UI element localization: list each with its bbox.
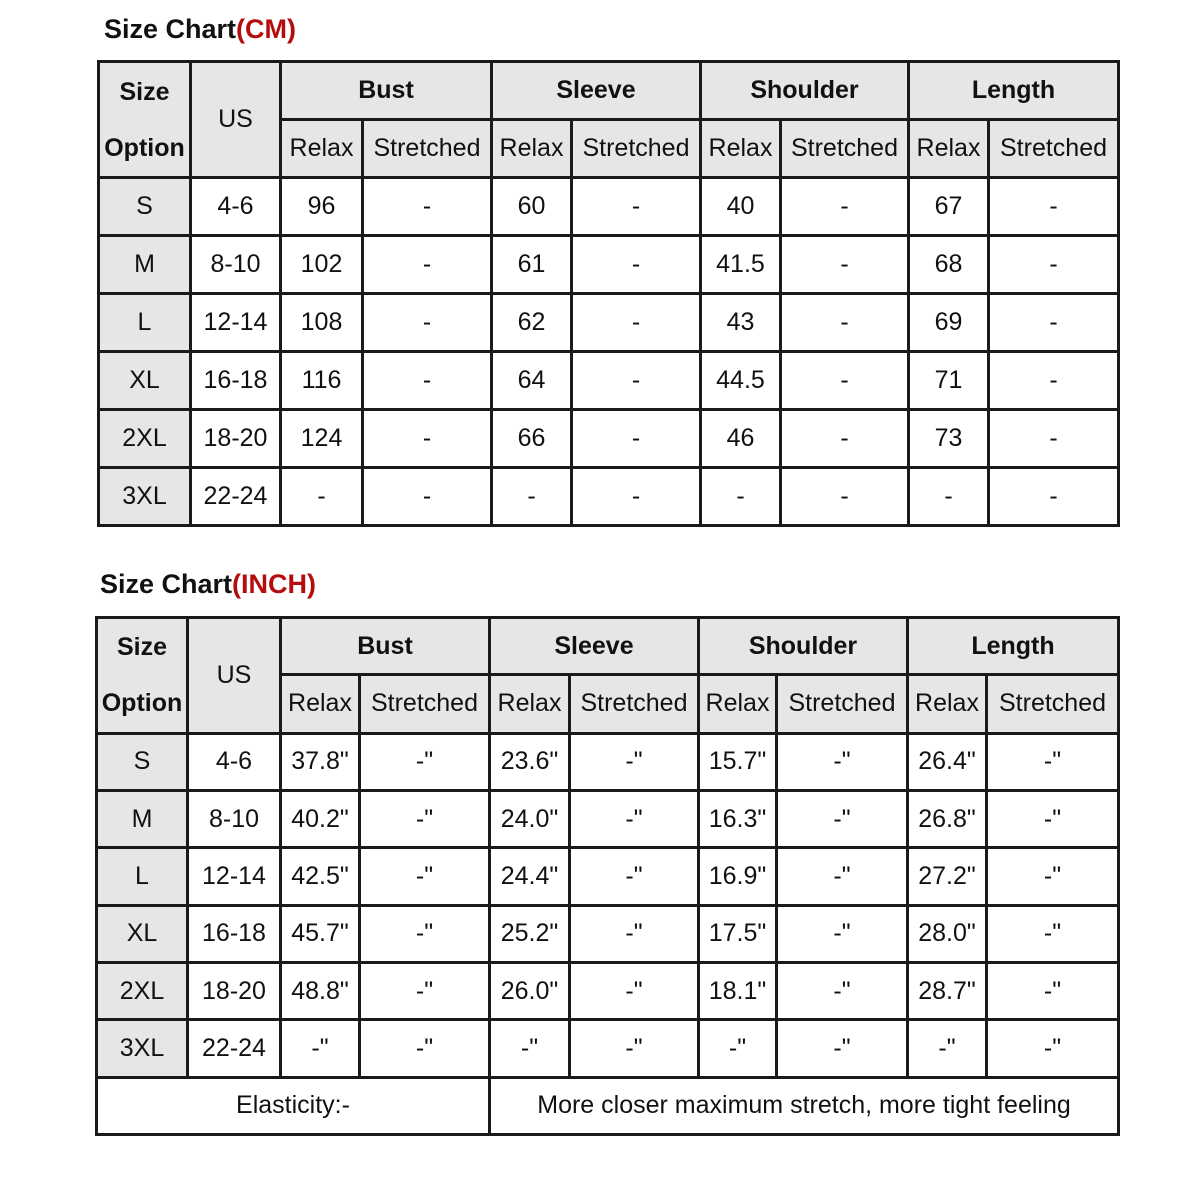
shoulder-stretched-cell: -" — [777, 848, 908, 905]
table-row — [97, 790, 1119, 847]
table-row — [97, 962, 1119, 1019]
bust-stretched-cell: - — [363, 352, 492, 410]
bust-relax-cell: 96 — [281, 178, 363, 236]
sleeve-relax-cell: 24.4" — [490, 848, 570, 905]
shoulder-relax-cell: 43 — [701, 294, 781, 352]
sleeve-relax-cell: 24.0" — [490, 790, 570, 847]
size-cell: L — [97, 848, 188, 905]
shoulder-stretched-cell: - — [781, 178, 909, 236]
sub-header-relax: Relax — [701, 120, 781, 178]
cm-title-unit: (CM) — [236, 14, 297, 44]
sub-header-stretched: Stretched — [781, 120, 909, 178]
shoulder-relax-cell: 18.1" — [699, 962, 777, 1019]
length-stretched-cell: - — [989, 294, 1119, 352]
sleeve-relax-cell: -" — [490, 1020, 570, 1077]
size-cell: 3XL — [99, 468, 191, 526]
length-stretched-cell: - — [989, 468, 1119, 526]
length-relax-cell: 73 — [909, 410, 989, 468]
size-cell: M — [97, 790, 188, 847]
cm-title-prefix: Size Chart — [104, 14, 237, 44]
length-relax-cell: 28.0" — [908, 905, 987, 962]
elasticity-label: Elasticity:- — [97, 1077, 490, 1134]
shoulder-stretched-cell: -" — [777, 962, 908, 1019]
sub-header-stretched: Stretched — [777, 675, 908, 733]
length-stretched-cell: -" — [987, 1020, 1119, 1077]
shoulder-relax-cell: 16.9" — [699, 848, 777, 905]
length-relax-cell: -" — [908, 1020, 987, 1077]
size-option-line2: Option — [101, 689, 183, 718]
bust-stretched-cell: - — [363, 294, 492, 352]
shoulder-relax-cell: - — [701, 468, 781, 526]
table-row — [97, 1020, 1119, 1077]
length-stretched-cell: -" — [987, 848, 1119, 905]
bust-stretched-cell: - — [363, 178, 492, 236]
sleeve-relax-cell: 66 — [492, 410, 572, 468]
length-header: Length — [909, 62, 1119, 120]
bust-stretched-cell: -" — [360, 905, 490, 962]
sleeve-header: Sleeve — [490, 618, 699, 675]
sub-header-stretched: Stretched — [989, 120, 1119, 178]
sleeve-stretched-cell: -" — [570, 790, 699, 847]
bust-relax-cell: 45.7" — [281, 905, 360, 962]
us-cell: 18-20 — [191, 410, 281, 468]
length-stretched-cell: - — [989, 352, 1119, 410]
size-cell: L — [99, 294, 191, 352]
table-row — [99, 178, 1119, 236]
shoulder-stretched-cell: - — [781, 236, 909, 294]
length-stretched-cell: -" — [987, 790, 1119, 847]
bust-stretched-cell: -" — [360, 1020, 490, 1077]
us-cell: 8-10 — [191, 236, 281, 294]
size-cell: 2XL — [97, 962, 188, 1019]
us-cell: 16-18 — [188, 905, 281, 962]
size-cell: S — [97, 733, 188, 790]
sleeve-relax-cell: 60 — [492, 178, 572, 236]
sub-header-relax: Relax — [908, 675, 987, 733]
size-cell: M — [99, 236, 191, 294]
us-cell: 12-14 — [188, 848, 281, 905]
table-row — [99, 294, 1119, 352]
size-cell: 2XL — [99, 410, 191, 468]
sleeve-stretched-cell: -" — [570, 733, 699, 790]
sub-header-stretched: Stretched — [570, 675, 699, 733]
length-stretched-cell: - — [989, 178, 1119, 236]
length-header: Length — [908, 618, 1119, 675]
shoulder-relax-cell: -" — [699, 1020, 777, 1077]
size-cell: S — [99, 178, 191, 236]
table-row — [99, 410, 1119, 468]
length-relax-cell: 68 — [909, 236, 989, 294]
sleeve-header: Sleeve — [492, 62, 701, 120]
inch-chart-title — [100, 569, 316, 600]
shoulder-relax-cell: 46 — [701, 410, 781, 468]
us-cell: 16-18 — [191, 352, 281, 410]
size-option-header — [97, 618, 188, 734]
table-row — [99, 352, 1119, 410]
us-cell: 18-20 — [188, 962, 281, 1019]
inch-size-table — [95, 616, 1120, 1136]
bust-relax-cell: 37.8" — [281, 733, 360, 790]
cm-size-table — [97, 60, 1120, 527]
shoulder-stretched-cell: - — [781, 410, 909, 468]
sleeve-stretched-cell: -" — [570, 848, 699, 905]
sleeve-relax-cell: 61 — [492, 236, 572, 294]
bust-relax-cell: 40.2" — [281, 790, 360, 847]
elasticity-row — [97, 1077, 1119, 1134]
shoulder-relax-cell: 44.5 — [701, 352, 781, 410]
bust-header: Bust — [281, 618, 490, 675]
shoulder-relax-cell: 15.7" — [699, 733, 777, 790]
bust-relax-cell: 108 — [281, 294, 363, 352]
sleeve-stretched-cell: -" — [570, 905, 699, 962]
sleeve-relax-cell: 25.2" — [490, 905, 570, 962]
length-relax-cell: 26.8" — [908, 790, 987, 847]
sub-header-stretched: Stretched — [572, 120, 701, 178]
shoulder-stretched-cell: - — [781, 468, 909, 526]
bust-relax-cell: - — [281, 468, 363, 526]
cm-chart-title — [104, 14, 296, 45]
sleeve-stretched-cell: - — [572, 178, 701, 236]
bust-stretched-cell: -" — [360, 733, 490, 790]
us-cell: 22-24 — [188, 1020, 281, 1077]
bust-stretched-cell: -" — [360, 848, 490, 905]
length-relax-cell: 26.4" — [908, 733, 987, 790]
length-relax-cell: 27.2" — [908, 848, 987, 905]
shoulder-stretched-cell: - — [781, 352, 909, 410]
size-option-header — [99, 62, 191, 178]
sleeve-stretched-cell: -" — [570, 962, 699, 1019]
bust-relax-cell: 116 — [281, 352, 363, 410]
shoulder-stretched-cell: -" — [777, 905, 908, 962]
shoulder-relax-cell: 16.3" — [699, 790, 777, 847]
bust-stretched-cell: - — [363, 468, 492, 526]
sleeve-relax-cell: 26.0" — [490, 962, 570, 1019]
shoulder-relax-cell: 40 — [701, 178, 781, 236]
inch-title-unit: (INCH) — [232, 569, 317, 599]
size-cell: 3XL — [97, 1020, 188, 1077]
sleeve-relax-cell: 23.6" — [490, 733, 570, 790]
elasticity-description: More closer maximum stretch, more tight feeling — [490, 1077, 1119, 1134]
bust-relax-cell: 42.5" — [281, 848, 360, 905]
sub-header-relax: Relax — [492, 120, 572, 178]
sub-header-relax: Relax — [281, 675, 360, 733]
sleeve-relax-cell: 64 — [492, 352, 572, 410]
size-option-line1: Size — [116, 633, 168, 662]
sleeve-stretched-cell: - — [572, 410, 701, 468]
bust-header: Bust — [281, 62, 492, 120]
length-stretched-cell: -" — [987, 962, 1119, 1019]
shoulder-stretched-cell: -" — [777, 733, 908, 790]
length-stretched-cell: -" — [987, 905, 1119, 962]
shoulder-stretched-cell: -" — [777, 790, 908, 847]
length-relax-cell: 71 — [909, 352, 989, 410]
bust-relax-cell: 102 — [281, 236, 363, 294]
inch-title-prefix: Size Chart — [100, 569, 233, 599]
bust-stretched-cell: - — [363, 410, 492, 468]
size-cell: XL — [97, 905, 188, 962]
sub-header-stretched: Stretched — [363, 120, 492, 178]
sleeve-stretched-cell: - — [572, 352, 701, 410]
shoulder-relax-cell: 41.5 — [701, 236, 781, 294]
sub-header-relax: Relax — [281, 120, 363, 178]
us-cell: 22-24 — [191, 468, 281, 526]
bust-stretched-cell: -" — [360, 962, 490, 1019]
shoulder-header: Shoulder — [699, 618, 908, 675]
sleeve-stretched-cell: - — [572, 236, 701, 294]
sleeve-stretched-cell: -" — [570, 1020, 699, 1077]
bust-relax-cell: -" — [281, 1020, 360, 1077]
length-stretched-cell: - — [989, 410, 1119, 468]
shoulder-relax-cell: 17.5" — [699, 905, 777, 962]
bust-stretched-cell: - — [363, 236, 492, 294]
us-header: US — [188, 618, 281, 734]
length-relax-cell: 28.7" — [908, 962, 987, 1019]
table-row — [99, 236, 1119, 294]
bust-relax-cell: 124 — [281, 410, 363, 468]
us-cell: 12-14 — [191, 294, 281, 352]
bust-relax-cell: 48.8" — [281, 962, 360, 1019]
sleeve-relax-cell: 62 — [492, 294, 572, 352]
bust-stretched-cell: -" — [360, 790, 490, 847]
us-cell: 4-6 — [191, 178, 281, 236]
sleeve-stretched-cell: - — [572, 468, 701, 526]
sleeve-relax-cell: - — [492, 468, 572, 526]
us-cell: 4-6 — [188, 733, 281, 790]
sub-header-relax: Relax — [490, 675, 570, 733]
size-option-line2: Option — [104, 133, 185, 162]
table-row — [97, 733, 1119, 790]
length-stretched-cell: - — [989, 236, 1119, 294]
shoulder-stretched-cell: -" — [777, 1020, 908, 1077]
us-header: US — [191, 62, 281, 178]
us-cell: 8-10 — [188, 790, 281, 847]
length-relax-cell: 67 — [909, 178, 989, 236]
sub-header-stretched: Stretched — [360, 675, 490, 733]
sub-header-relax: Relax — [909, 120, 989, 178]
sub-header-relax: Relax — [699, 675, 777, 733]
shoulder-stretched-cell: - — [781, 294, 909, 352]
table-row — [99, 468, 1119, 526]
table-row — [97, 848, 1119, 905]
table-row — [97, 905, 1119, 962]
length-relax-cell: - — [909, 468, 989, 526]
sleeve-stretched-cell: - — [572, 294, 701, 352]
length-stretched-cell: -" — [987, 733, 1119, 790]
shoulder-header: Shoulder — [701, 62, 909, 120]
size-cell: XL — [99, 352, 191, 410]
size-option-line1: Size — [119, 77, 170, 106]
sub-header-stretched: Stretched — [987, 675, 1119, 733]
length-relax-cell: 69 — [909, 294, 989, 352]
